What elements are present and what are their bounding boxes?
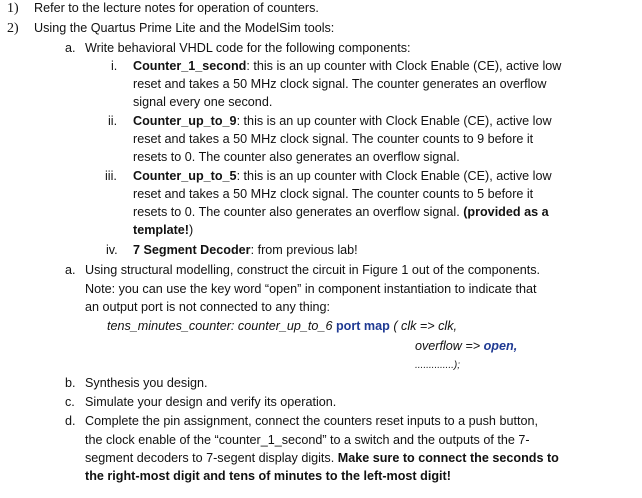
component-desc-line <box>133 242 358 259</box>
roman-numeral: i. <box>111 59 118 73</box>
component-name: Counter_up_to_9 <box>133 114 237 128</box>
component-desc-line: reset and takes a 50 MHz clock signal. The counter counts to 9 before it <box>133 132 534 146</box>
text-span: segment decoders to 7-segent display digits. <box>85 451 338 465</box>
text-span: : this is an up counter with Clock Enable (CE), active low <box>246 59 562 73</box>
item-number: 1) <box>7 1 19 16</box>
subitem-text <box>85 468 451 485</box>
code-text: tens_minutes_counter: counter_up_to_6 <box>107 319 336 333</box>
code-line: ..............); <box>415 360 461 371</box>
subitem-text: the clock enable of the “counter_1_second” to a switch and the outputs of the 7- <box>85 433 530 447</box>
component-name: 7 Segment Decoder <box>133 243 251 257</box>
item-text: Refer to the lecture notes for operation of counters. <box>34 1 319 15</box>
item-number: 2) <box>7 21 19 36</box>
text-span: : this is an up counter with Clock Enable (CE), active low <box>236 169 552 183</box>
text-span: resets to 0. The counter also generates an overflow signal. <box>133 205 464 219</box>
subitem-text: Complete the pin assignment, connect the counters reset inputs to a push button, <box>85 414 538 428</box>
code-text: ( clk => clk, <box>389 319 458 333</box>
component-desc-line <box>133 58 561 75</box>
bold-note: Make sure to connect the seconds to <box>337 451 559 465</box>
bold-note: template! <box>133 223 189 237</box>
component-name: Counter_up_to_5 <box>133 169 237 183</box>
subitem-letter: d. <box>65 414 76 428</box>
subitem-text: Synthesis you design. <box>85 376 208 390</box>
item-text: Using the Quartus Prime Lite and the ModelSim tools: <box>34 21 335 35</box>
component-desc-line: resets to 0. The counter also generates an overflow signal. <box>133 150 460 164</box>
code-text: , <box>513 339 518 353</box>
subitem-text <box>85 450 559 467</box>
component-desc-line: reset and takes a 50 MHz clock signal. The counter generates an overflow <box>133 77 547 91</box>
subitem-text: Using structural modelling, construct the circuit in Figure 1 out of the components. <box>85 263 540 277</box>
component-desc-line: reset and takes a 50 MHz clock signal. The counter counts to 5 before it <box>133 187 534 201</box>
roman-numeral: ii. <box>108 114 118 128</box>
subitem-letter: a. <box>65 41 76 55</box>
component-desc-line: signal every one second. <box>133 95 273 109</box>
subitem-letter: a. <box>65 263 76 277</box>
subitem-letter: c. <box>65 395 75 409</box>
bold-note: the right-most digit and tens of minutes to the left-most digit! <box>85 469 451 483</box>
subitem-text: Write behavioral VHDL code for the following components: <box>85 41 411 55</box>
component-desc-line <box>133 168 552 185</box>
component-name: Counter_1_second <box>133 59 247 73</box>
text-span: ) <box>188 223 194 237</box>
subitem-text: Note: you can use the key word “open” in component instantiation to indicate that <box>85 282 537 296</box>
text-span: : from previous lab! <box>250 243 358 257</box>
code-line <box>415 338 517 355</box>
subitem-text: Simulate your design and verify its operation. <box>85 395 337 409</box>
component-desc-line <box>133 222 193 239</box>
text-span: : this is an up counter with Clock Enable (CE), active low <box>236 114 552 128</box>
code-keyword: port map <box>335 319 390 333</box>
roman-numeral: iii. <box>105 169 117 183</box>
component-desc-line <box>133 204 549 221</box>
code-keyword: open <box>483 339 514 353</box>
code-text: overflow => <box>415 339 484 353</box>
roman-numeral: iv. <box>106 243 118 257</box>
subitem-text: an output port is not connected to any thing: <box>85 300 331 314</box>
component-desc-line <box>133 113 552 130</box>
bold-note: (provided as a <box>463 205 549 219</box>
code-line <box>107 318 457 335</box>
subitem-letter: b. <box>65 376 76 390</box>
